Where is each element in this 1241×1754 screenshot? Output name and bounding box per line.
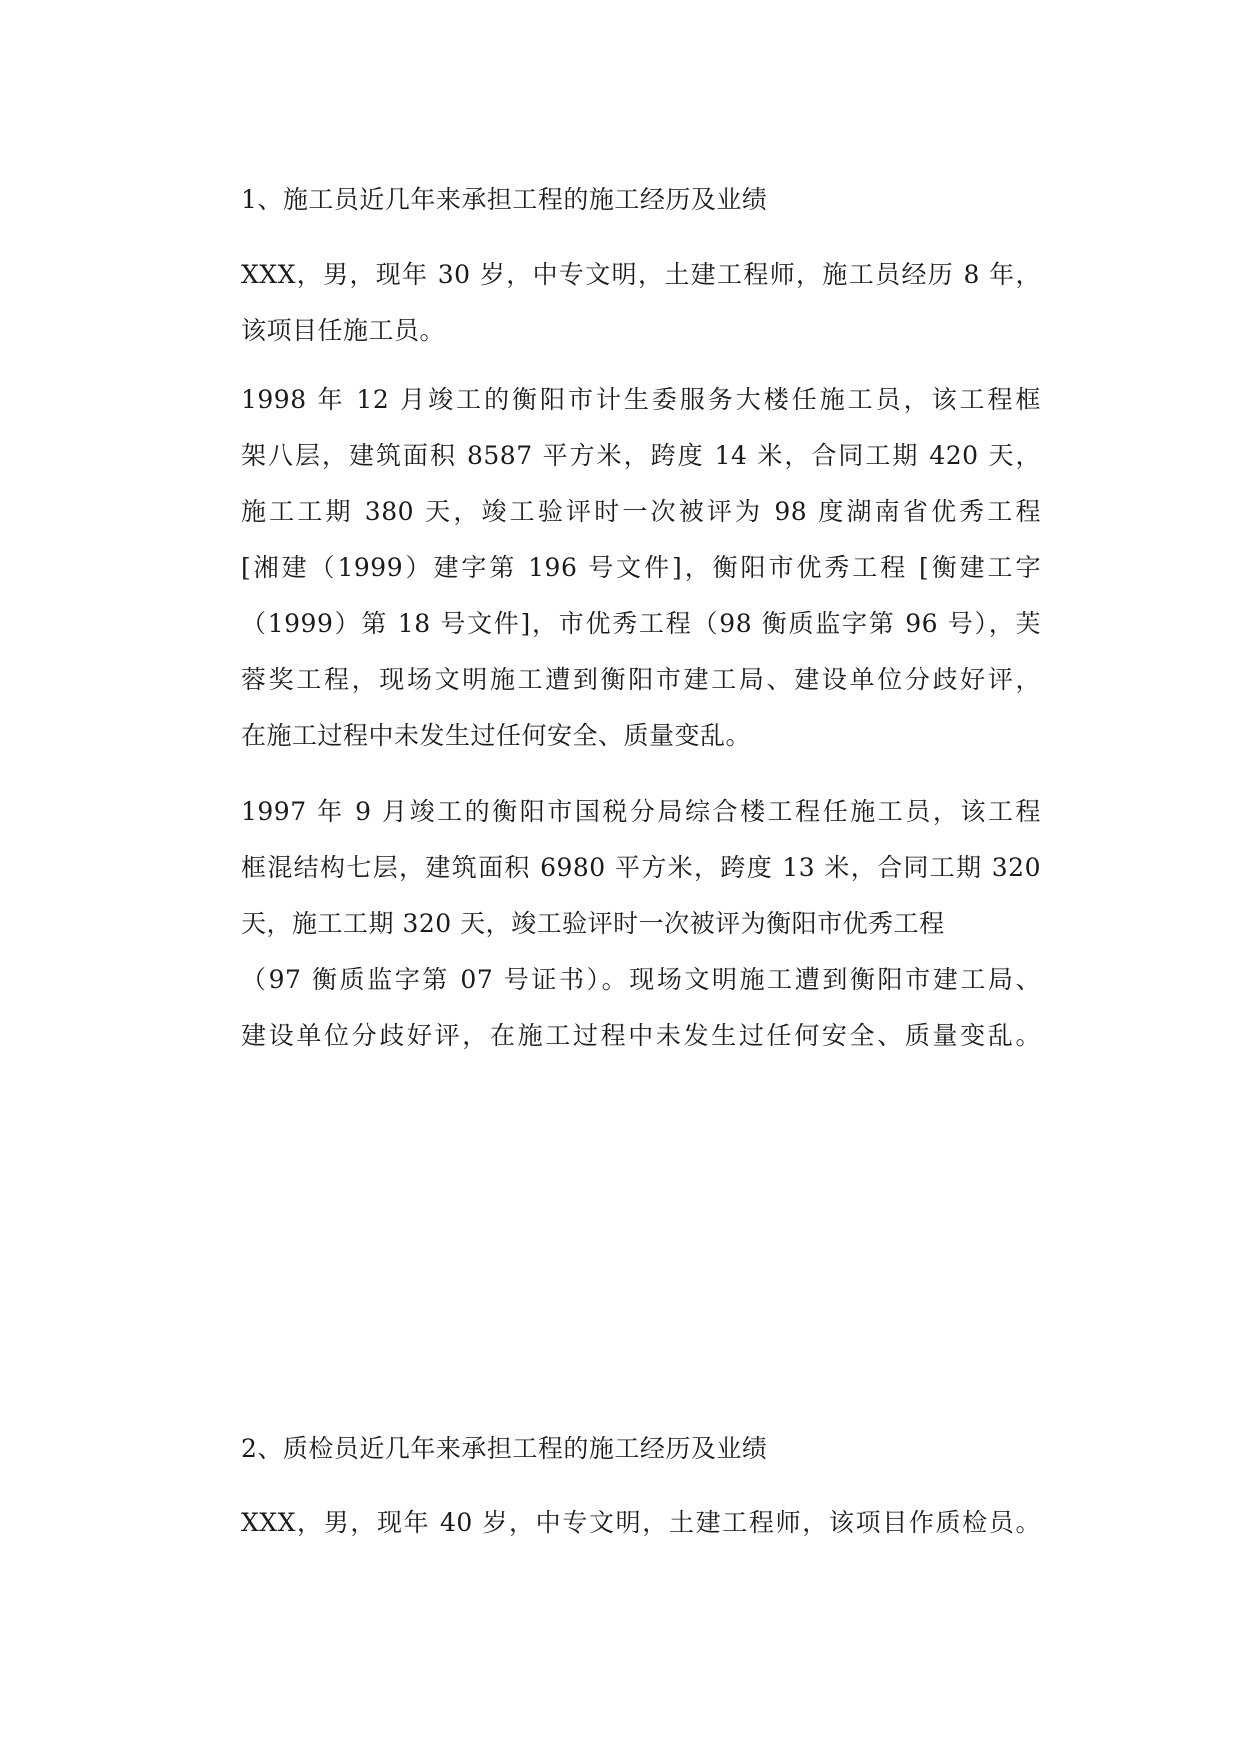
project1-line-2: 架八层，建筑面积 8587 平方米，跨度 14 米，合同工期 420 天，	[241, 441, 1041, 470]
project1-line-5: （1999）第 18 号文件]，市优秀工程（98 衡质监字第 96 号），芙	[241, 609, 1041, 638]
project1-line-3: 施工工期 380 天，竣工验评时一次被评为 98 度湖南省优秀工程	[241, 497, 1041, 526]
project2-line-2: 框混结构七层，建筑面积 6980 平方米，跨度 13 米，合同工期 320	[241, 853, 1041, 882]
project2-line-3: 天，施工工期 320 天，竣工验评时一次被评为衡阳市优秀工程	[241, 909, 945, 938]
project1-line-7: 在施工过程中未发生过任何安全、质量变乱。	[241, 721, 752, 750]
project2-line-5: 建设单位分歧好评，在施工过程中未发生过任何安全、质量变乱。	[241, 1021, 1041, 1050]
project2-line-1: 1997 年 9 月竣工的衡阳市国税分局综合楼工程任施工员，该工程	[241, 797, 1041, 826]
project1-line-6: 蓉奖工程，现场文明施工遭到衡阳市建工局、建设单位分歧好评，	[241, 665, 1041, 694]
section1-heading: 1、施工员近几年来承担工程的施工经历及业绩	[241, 185, 768, 214]
project1-line-4: [湘建（1999）建字第 196 号文件]，衡阳市优秀工程 [衡建工字	[241, 553, 1041, 582]
project1-line-1: 1998 年 12 月竣工的衡阳市计生委服务大楼任施工员，该工程框	[241, 385, 1041, 414]
section2-intro-line-1: XXX，男，现年 40 岁，中专文明，土建工程师，该项目作质检员。	[241, 1508, 1041, 1537]
project2-line-4: （97 衡质监字第 07 号证书）。现场文明施工遭到衡阳市建工局、	[241, 965, 1041, 994]
section1-intro-line-1: XXX，男，现年 30 岁，中专文明，土建工程师，施工员经历 8 年，	[241, 260, 1041, 289]
section1-intro-line-2: 该项目任施工员。	[241, 316, 446, 345]
section2-heading: 2、质检员近几年来承担工程的施工经历及业绩	[241, 1434, 768, 1463]
